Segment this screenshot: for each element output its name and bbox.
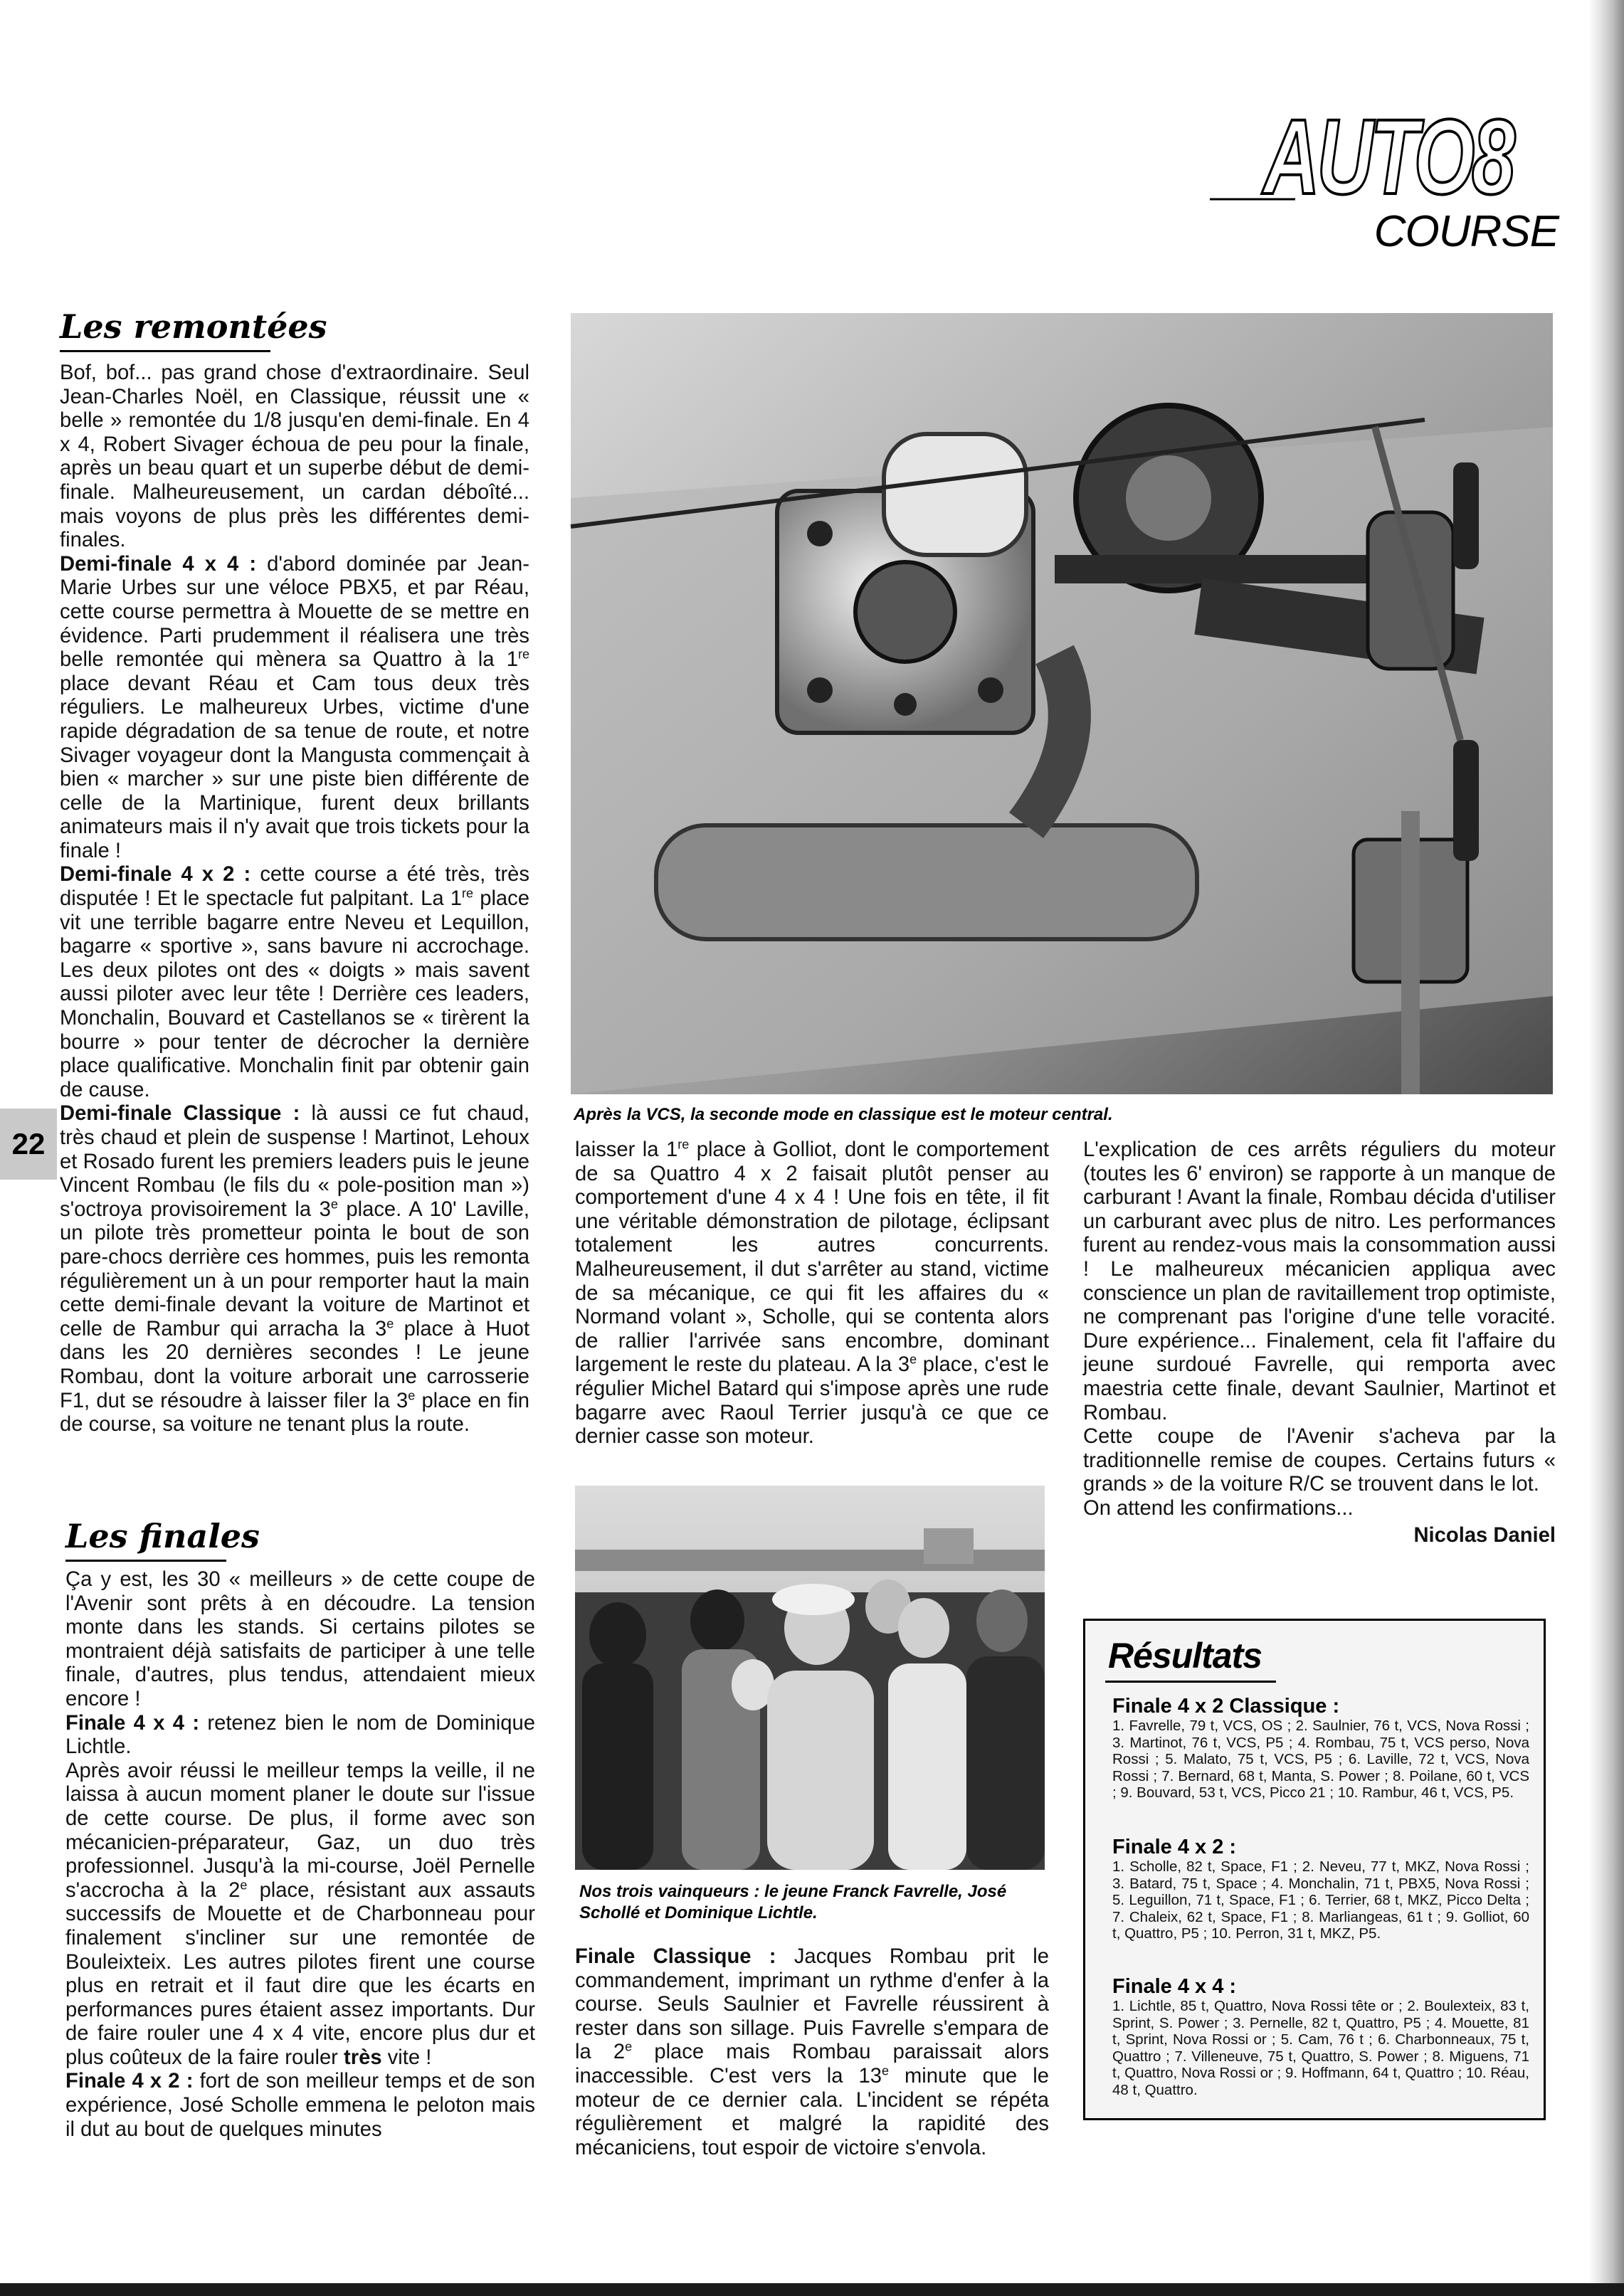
- page-number: 22: [0, 1109, 57, 1180]
- paragraph-explication: L'explication de ces arrêts réguliers du moteur (toutes les 6' environ) se rapporte à un manque de carburant ! Avant la finale, Rombau décida d'utiliser un carburant avec plus de nitro. Les performances furent au rendez-vous mais la consommation aussi ! Le malheureux mécanicien appliqua avec conscience un plan de ravitaillement trop optimiste, ne comprenant pas l'origine d'une telle voracité. Dure expérience... Finalement, cela fit l'affaire du jeune surdoué Favrelle, qui remporta avec maestria cette finale, devant Saulnier, Martinot et Rombau.: [1083, 1138, 1556, 1424]
- paragraph-finale4x2: Finale 4 x 2 : fort de son meilleur temps et de son expérience, José Scholle emmena le peloton mais il dut au bout de quelques minutes: [65, 2070, 535, 2141]
- results-heading: Finale 4 x 2 Classique :: [1112, 1695, 1340, 1718]
- paragraph-coupe: Cette coupe de l'Avenir s'acheva par la traditionnelle remise de coupes. Certains futurs « grands » de la voiture R/C se trouvent dans le lot.: [1083, 1425, 1556, 1496]
- page-edge-shadow: [1588, 0, 1624, 2296]
- results-text: 1. Lichtle, 85 t, Quattro, Nova Rossi tête or ; 2. Boulexteix, 83 t, Sprint, S. Power ; 3. Pernelle, 82 t, Quattro, P5 ; 4. Mouette, 81 t, Sprint, Nova Rossi or ; 5. Cam, 76 t ; 6. Charbonneaux, 75 t, Quattro ; 7. Villeneuve, 75 t, Quattro, S. Power ; 8. Miguens, 71 t, Quattro, Nova Rossi or ; 9. Hoffmann, 64 t, Quattro ; 10. Réau, 48 t, Quattro.: [1112, 1998, 1529, 2098]
- column3: [1083, 1138, 1556, 1548]
- results-finale-4x4: [1112, 1975, 1529, 2098]
- column2-bottom: [575, 1945, 1049, 2160]
- logo-text: AUTO8: [1261, 97, 1516, 216]
- winners-photo: [575, 1486, 1045, 1870]
- paragraph-demi-classique: Demi-finale Classique : là aussi ce fut chaud, très chaud et plein de suspense ! Martinot, Lehoux et Rosado furent les premiers leaders puis le jeune Vincent Rombau (le fils du « pole-position man ») s'octroya provisoirement la 3e place. A 10' Laville, un pilote très prometteur pointa le bout de son pare-chocs derrière ces hommes, puis les remonta régulièrement un à un pour remporter haut la main cette demi-finale devant la voiture de Martinot et celle de Rambur qui arracha la 3e place à Huot dans les 20 dernières secondes ! Le jeune Rombau, dont la voiture arborait une carrosserie F1, dut se résoudre à laisser filer la 3e place en fin de course, sa voiture ne tenant plus la route.: [60, 1102, 530, 1437]
- paragraph-demi4x4: Demi-finale 4 x 4 : d'abord dominée par Jean-Marie Urbes sur une véloce PBX5, et par Réau, cette course permettra à Mouette de se mettre en évidence. Parti prudemment il réalisera une très belle remontée qui mènera sa Quattro à la 1re place devant Réau et Cam tous deux très réguliers. Le malheureux Urbes, victime d'une rapide dégradation de sa tenue de route, et notre Sivager voyageur dont la Mangusta commençait à bien « marcher » sur une piste bien différente de celle de la Martinique, furent deux brillants animateurs mais il n'y avait que trois tickets pour la finale !: [60, 552, 529, 862]
- heading-finales: Les finales: [65, 1517, 260, 1562]
- paragraph-demi4x2: Demi-finale 4 x 2 : cette course a été très, très disputée ! Et le spectacle fut palpitant. La 1re place vit une terrible bagarre entre Neveu et Lequillon, bagarre « sportive », sans bavure ni accrochage. Les deux pilotes ont des « doigts » mais savent aussi piloter avec leur tête ! Derrière ces leaders, Monchalin, Bouvard et Castellanos se « tirèrent la bourre » pour tenter de décrocher la dernière place qualificative. Monchalin finit par obtenir gain de cause.: [60, 863, 529, 1101]
- paragraph-golliot: laisser la 1re place à Golliot, dont le comportement de sa Quattro 4 x 2 faisait plutôt penser au comportement d'une 4 x 4 ! Une fois en tête, il fit une véritable démonstration de pilotage, éclipsant totalement les autres concurrents. Malheureusement, il dut s'arrêter au stand, victime de sa mécanique, ce qui fit les affaires du « Normand volant », Scholle, qui se contenta alors de rallier l'arrivée sans encombre, dominant largement le reste du plateau. A la 3e place, c'est le régulier Michel Batard qui s'impose après une rude bagarre avec Raoul Terrier jusqu'à ce que ce dernier casse son moteur.: [575, 1137, 1049, 1449]
- engine-photo-illustration: [571, 313, 1553, 1094]
- paragraph-finale4x4-continued: Après avoir réussi le meilleur temps la veille, il ne laissa à aucun moment planer le doute sur l'issue de cette course. De plus, il forme avec son mécanicien-préparateur, Gaz, un duo très professionnel. Jusqu'à la mi-course, Joël Pernelle s'accrocha à la 2e place, résistant aux assauts successifs de Mouette et de Charbonneau pour finalement s'incliner sur une remontée de Bouleixteix. Les autres pilotes firent une course plus en retrait et il faut dire que les écarts en performances pures étaient assez importants. Dur de faire rouler une 4 x 4 vite, encore plus dur et plus coûteux de la faire rouler très vite !: [65, 1759, 535, 2069]
- results-text: 1. Scholle, 82 t, Space, F1 ; 2. Neveu, 77 t, MKZ, Nova Rossi ; 3. Batard, 75 t, Space ; 4. Monchalin, 71 t, PBX5, Nova Rossi ; 5. Leguillon, 71 t, Space, F1 ; 6. Terrier, 68 t, MKZ, Picco Delta ; 7. Chaleix, 62 t, Space, F1 ; 8. Marliangeas, 61 t ; 9. Golliot, 60 t, Quattro, P5 ; 10. Perron, 31 t, MKZ, P5.: [1112, 1858, 1529, 1942]
- section-label: COURSE: [1373, 207, 1559, 256]
- finales-intro: Ça y est, les 30 « meilleurs » de cette coupe de l'Avenir sont prêts à en découdre. La tension monte dans les stands. Si certains pilotes se montraient déjà satisfaits de participer à une telle finale, d'autres, plus tendus, attendaient mieux encore !: [65, 1568, 535, 1710]
- column1-top: [60, 361, 529, 1437]
- scan-bottom-edge: [0, 2283, 1624, 2296]
- caption-engine-photo: Après la VCS, la seconde mode en classique est le moteur central.: [574, 1105, 1113, 1124]
- paragraph-confirmations: On attend les confirmations...: [1083, 1496, 1354, 1520]
- author-name: Nicolas Daniel: [1413, 1523, 1556, 1547]
- winners-photo-illustration: [575, 1486, 1045, 1870]
- caption-winners-photo: Nos trois vainqueurs : le jeune Franck Favrelle, José Schollé et Dominique Lichtle.: [579, 1882, 1007, 1922]
- column1-bottom: [65, 1568, 535, 2142]
- results-title: Résultats: [1108, 1636, 1262, 1676]
- engine-photo: [571, 313, 1553, 1094]
- paragraph-finale4x4: Finale 4 x 4 : retenez bien le nom de Dominique Lichtle.: [65, 1711, 535, 1759]
- column2-top: [575, 1138, 1049, 1449]
- results-heading: Finale 4 x 4 :: [1112, 1975, 1237, 1998]
- remontees-intro: Bof, bof... pas grand chose d'extraordinaire. Seul Jean-Charles Noël, en Classique, réussit une « belle » remontée du 1/8 jusqu'en demi-finale. En 4 x 4, Robert Sivager échoua de peu pour la finale, après un beau quart et un superbe début de demi-finale. Malheureusement, un cardan déboîté... mais voyons de plus près les différentes demi-finales.: [60, 361, 529, 552]
- results-finale-4x2: [1112, 1836, 1529, 1942]
- heading-remontees: Les remontées: [60, 307, 327, 352]
- results-box: [1083, 1619, 1546, 2120]
- results-heading: Finale 4 x 2 :: [1112, 1836, 1237, 1858]
- paragraph-finale-classique: Finale Classique : Jacques Rombau prit le commandement, imprimant un rythme d'enfer à la course. Seuls Saulnier et Favrelle réussirent à rester dans son sillage. Puis Favrelle s'empara de la 2e place mais Rombau paraissait alors inaccessible. C'est vers la 13e minute que le moteur de ce dernier cala. L'incident se répéta régulièrement et malgré la rapidité des mécaniciens, tout espoir de victoire s'envola.: [575, 1945, 1049, 2159]
- auto8-logo: [1210, 97, 1559, 216]
- results-text: 1. Favrelle, 79 t, VCS, OS ; 2. Saulnier, 76 t, VCS, Nova Rossi ; 3. Martinot, 76 t, VCS, P5 ; 4. Rombau, 75 t, VCS perso, Nova Rossi ; 5. Malato, 75 t, VCS, P5 ; 6. Laville, 72 t, VCS, Nova Rossi ; 7. Bernard, 68 t, Manta, S. Power ; 8. Poilane, 60 t, VCS ; 9. Bouvard, 53 t, VCS, Picco 21 ; 10. Rambur, 46 t, VCS, P5.: [1112, 1718, 1529, 1801]
- results-finale-4x2-classique: [1112, 1695, 1529, 1802]
- results-title-underline: [1105, 1681, 1276, 1683]
